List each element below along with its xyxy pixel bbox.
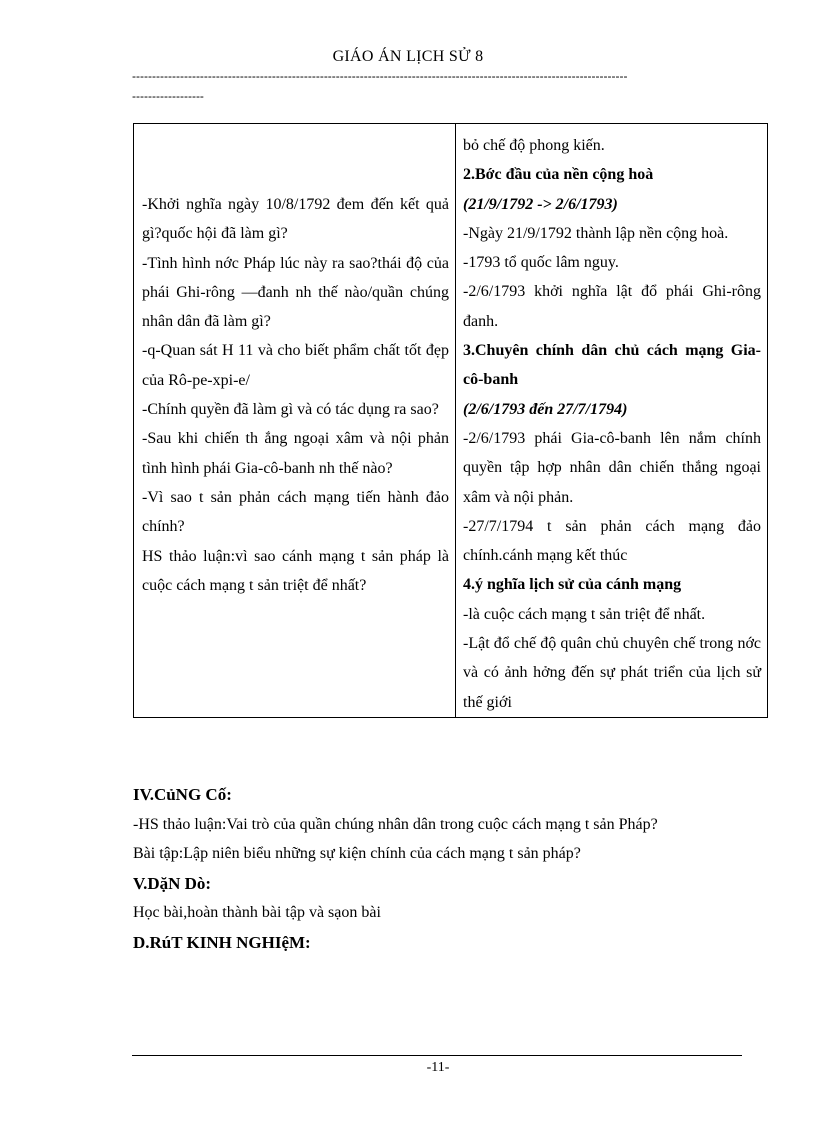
section-4-item: -Lật đổ chế độ quân chủ chuyên chế trong nớc và có ảnh hởng đến sự phát triển của lịch sử thế giới xyxy=(463,635,761,711)
section-3-title: 3.Chuyên chính dân chủ cách mạng Gia-cô-banh xyxy=(463,342,761,389)
question-item: -Sau khi chiến th ắng ngoại xâm và nội phản tình hình phái Gia-cô-banh nh thế nào? xyxy=(142,430,449,477)
cungco-heading: IV.CủNG Cố: xyxy=(133,785,232,804)
post-table-sections xyxy=(133,780,742,957)
questions-column xyxy=(134,124,456,718)
content-column xyxy=(456,124,768,718)
section-4-item: -là cuộc cách mạng t sản triệt để nhất. xyxy=(463,605,706,623)
cungco-question: -HS thảo luận:Vai trò của quần chúng nhân dân trong cuộc cách mạng t sản Pháp? xyxy=(133,815,658,833)
cungco-exercise: Bài tập:Lập niên biểu những sự kiện chính của cách mạng t sản pháp? xyxy=(133,845,581,862)
section-2-item: -Ngày 21/9/1792 thành lập nền cộng hoà. xyxy=(463,224,729,242)
question-item: -Tình hình nớc Pháp lúc này ra sao?thái độ của phái Ghi-rông —đanh nh thế nào/quần chúng nhân dân đã làm gì? xyxy=(142,254,449,331)
lesson-table xyxy=(133,123,768,718)
content-intro: bỏ chế độ phong kiến. xyxy=(463,137,605,154)
dando-text: Học bài,hoàn thành bài tập và sạon bài xyxy=(133,904,381,921)
page-number: -11- xyxy=(426,1060,450,1075)
section-2-title: 2.Bớc đầu của nền cộng hoà xyxy=(463,166,654,184)
page-header-title: GIÁO ÁN LỊCH SỬ 8 xyxy=(332,48,484,65)
header-divider-dashes: ---------------------------------------------------------------------------------------------------------------------------- xyxy=(132,70,628,82)
question-item: -Vì sao t sản phản cách mạng tiến hành đảo chính? xyxy=(142,488,449,536)
section-2-dates: (21/9/1792 -> 2/6/1793) xyxy=(463,195,618,213)
question-item: -Khởi nghĩa ngày 10/8/1792 đem đến kết quả gì?quốc hội đã làm gì? xyxy=(142,196,449,243)
footer-divider xyxy=(132,1055,742,1056)
section-3-dates: (2/6/1793 đến 27/7/1794) xyxy=(463,400,628,418)
question-item: -Chính quyền đã làm gì và có tác dụng ra sao? xyxy=(142,401,439,419)
section-4-title: 4.ý nghĩa lịch sử của cánh mạng xyxy=(463,576,682,594)
section-2-item: -1793 tổ quốc lâm nguy. xyxy=(463,254,619,272)
question-item: HS thảo luận:vì sao cánh mạng t sản pháp là cuộc cách mạng t sản triệt để nhất? xyxy=(142,547,449,594)
header-divider-dashes-continued: ------------------ xyxy=(132,90,204,102)
question-item: -q-Quan sát H 11 và cho biết phẩm chất tốt đẹp của Rô-pe-xpi-e/ xyxy=(142,342,449,389)
section-2-item: -2/6/1793 khởi nghĩa lật đổ phái Ghi-rông đanh. xyxy=(463,283,761,330)
lesson-table-row xyxy=(134,124,768,718)
section-3-item: -2/6/1793 phái Gia-cô-banh lên nắm chính quyền tập hợp nhân dân chiến thắng ngoại xâm và nội phản. xyxy=(463,429,761,506)
rutkinh-heading: D.RúT KINH NGHIệM: xyxy=(133,932,311,952)
dando-heading: V.DặN Dò: xyxy=(133,873,212,893)
section-3-item: -27/7/1794 t sản phản cách mạng đảo chính.cánh mạng kết thúc xyxy=(463,517,761,565)
